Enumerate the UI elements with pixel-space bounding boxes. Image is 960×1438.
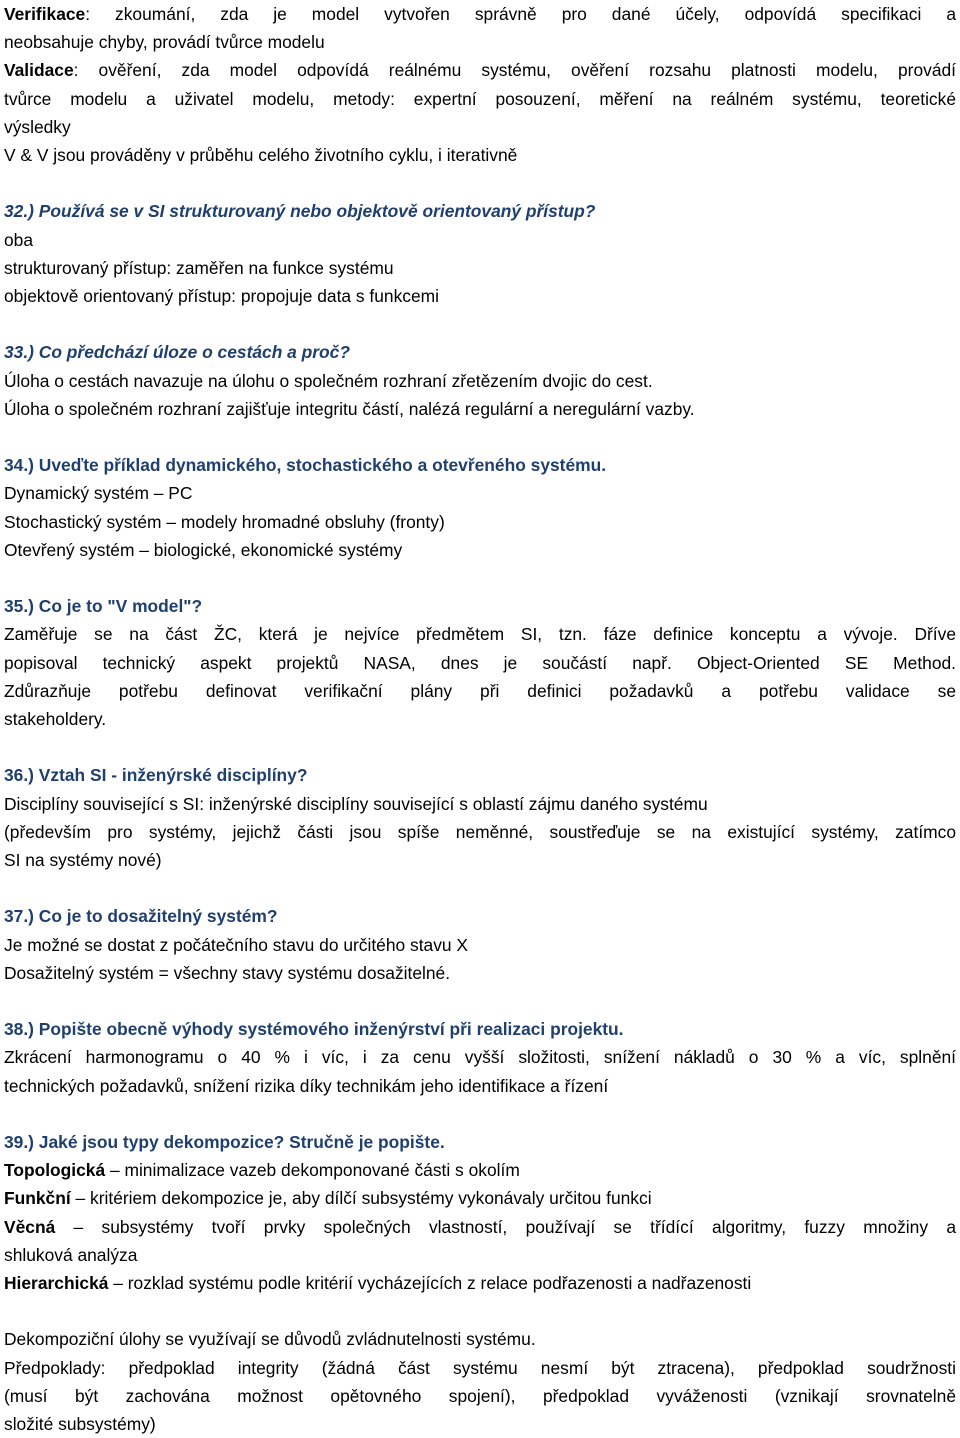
- q35-line: Zaměřuje se na část ŽC, která je nejvíce předmětem SI, tzn. fáze definice konceptu a vývoje. Dříve: [4, 624, 956, 645]
- decomposition-reasons: Dekompoziční úlohy se využívají se důvodů zvládnutelnosti systému.: [4, 1329, 536, 1350]
- assumptions-line: Předpoklady: předpoklad integrity (žádná část systému nesmí být ztracena), předpoklad soudržnosti: [4, 1357, 956, 1378]
- q36-line: Disciplíny související s SI: inženýrské disciplíny související s oblastí zájmu daného systému: [4, 793, 708, 814]
- q33-line: Úloha o cestách navazuje na úlohu o společném rozhraní zřetězením dvojic do cest.: [4, 370, 653, 391]
- decomposition-term: Hierarchická: [4, 1273, 109, 1294]
- q36-line: SI na systémy nové): [4, 850, 162, 871]
- decomposition-type: [4, 1184, 956, 1212]
- assumptions-line: (musí být zachována možnost opětovného spojení), předpoklad vyváženosti (vznikají srovnatelně: [4, 1385, 956, 1406]
- verifikace-paragraph: [4, 0, 956, 28]
- q35-line: Zdůrazňuje potřebu definovat verifikační plány při definici požadavků a potřebu validace se: [4, 680, 956, 701]
- q34-line: Dynamický systém – PC: [4, 483, 193, 504]
- verifikace-text: : zkoumání, zda je model vytvořen správně pro dané účely, odpovídá specifikaci a: [85, 4, 956, 24]
- q35-line: popisoval technický aspekt projektů NASA, dnes je součástí např. Object-Oriented SE Method.: [4, 652, 956, 673]
- question-36-heading: 36.) Vztah SI - inženýrské disciplíny?: [4, 765, 308, 786]
- q38-line: Zkrácení harmonogramu o 40 % i víc, i za cenu vyšší složitosti, snížení nákladů o 30 % a víc, splnění: [4, 1047, 956, 1068]
- decomposition-desc: – kritériem dekompozice je, aby dílčí subsystémy vykonávaly určitou funkci: [70, 1188, 652, 1209]
- decomposition-term: Funkční: [4, 1188, 71, 1209]
- validace-text: : ověření, zda model odpovídá reálnému systému, ověření rozsahu platnosti modelu, provádí: [73, 60, 956, 81]
- q32-line: oba: [4, 229, 34, 250]
- question-34-heading: 34.) Uveďte příklad dynamického, stochastického a otevřeného systému.: [4, 455, 607, 476]
- decomposition-term: Topologická: [4, 1160, 106, 1181]
- question-32-heading: 32.) Používá se v SI strukturovaný nebo objektově orientovaný přístup?: [4, 201, 596, 222]
- decomposition-desc: – rozklad systému podle kritérií vycházejících z relace podřazenosti a nadřazenosti: [108, 1273, 752, 1294]
- q34-line: Otevřený systém – biologické, ekonomické systémy: [4, 539, 403, 560]
- validace-paragraph: [4, 56, 956, 84]
- q38-line: technických požadavků, snížení rizika díky technikám jeho identifikace a řízení: [4, 1075, 609, 1096]
- assumptions-line: složité subsystémy): [4, 1414, 156, 1435]
- decomposition-term: Věcná: [4, 1216, 56, 1237]
- q33-line: Úloha o společném rozhraní zajišťuje integritu částí, nalézá regulární a neregulární vazby.: [4, 398, 695, 419]
- q37-line: Je možné se dostat z počátečního stavu do určitého stavu X: [4, 934, 469, 955]
- q32-line: objektově orientovaný přístup: propojuje data s funkcemi: [4, 286, 440, 307]
- decomposition-type-continuation: shluková analýza: [4, 1244, 138, 1265]
- q35-line: stakeholdery.: [4, 709, 107, 730]
- verifikace-continuation: neobsahuje chyby, provádí tvůrce modelu: [4, 32, 325, 53]
- question-37-heading: 37.) Co je to dosažitelný systém?: [4, 906, 278, 927]
- q32-line: strukturovaný přístup: zaměřen na funkce systému: [4, 257, 394, 278]
- q36-line: (především pro systémy, jejichž části jsou spíše neměnné, soustřeďuje se na existující systémy, zatímco: [4, 821, 956, 842]
- decomposition-type: [4, 1213, 956, 1241]
- vv-note: V & V jsou prováděny v průběhu celého životního cyklu, i iterativně: [4, 145, 518, 166]
- question-35-heading: 35.) Co je to "V model"?: [4, 596, 203, 617]
- q34-line: Stochastický systém – modely hromadné obsluhy (fronty): [4, 511, 445, 532]
- question-39-heading: 39.) Jaké jsou typy dekompozice? Stručně je popište.: [4, 1132, 445, 1152]
- verifikace-label: Verifikace: [4, 4, 86, 24]
- question-38-heading: 38.) Popište obecně výhody systémového inženýrství při realizaci projektu.: [4, 1019, 624, 1040]
- decomposition-desc: – subsystémy tvoří prvky společných vlastností, používají se třídící algoritmy, fuzzy množiny a: [55, 1216, 956, 1237]
- validace-label: Validace: [4, 60, 74, 81]
- validace-continuation: tvůrce modelu a uživatel modelu, metody: expertní posouzení, měření na reálném systému, teoretické: [4, 88, 956, 109]
- question-33-heading: 33.) Co předchází úloze o cestách a proč?: [4, 342, 350, 363]
- decomposition-type: [4, 1156, 956, 1184]
- decomposition-type: [4, 1269, 956, 1297]
- validace-continuation-2: výsledky: [4, 116, 71, 137]
- q37-line: Dosažitelný systém = všechny stavy systému dosažitelné.: [4, 962, 451, 983]
- decomposition-desc: – minimalizace vazeb dekomponované části s okolím: [105, 1160, 520, 1181]
